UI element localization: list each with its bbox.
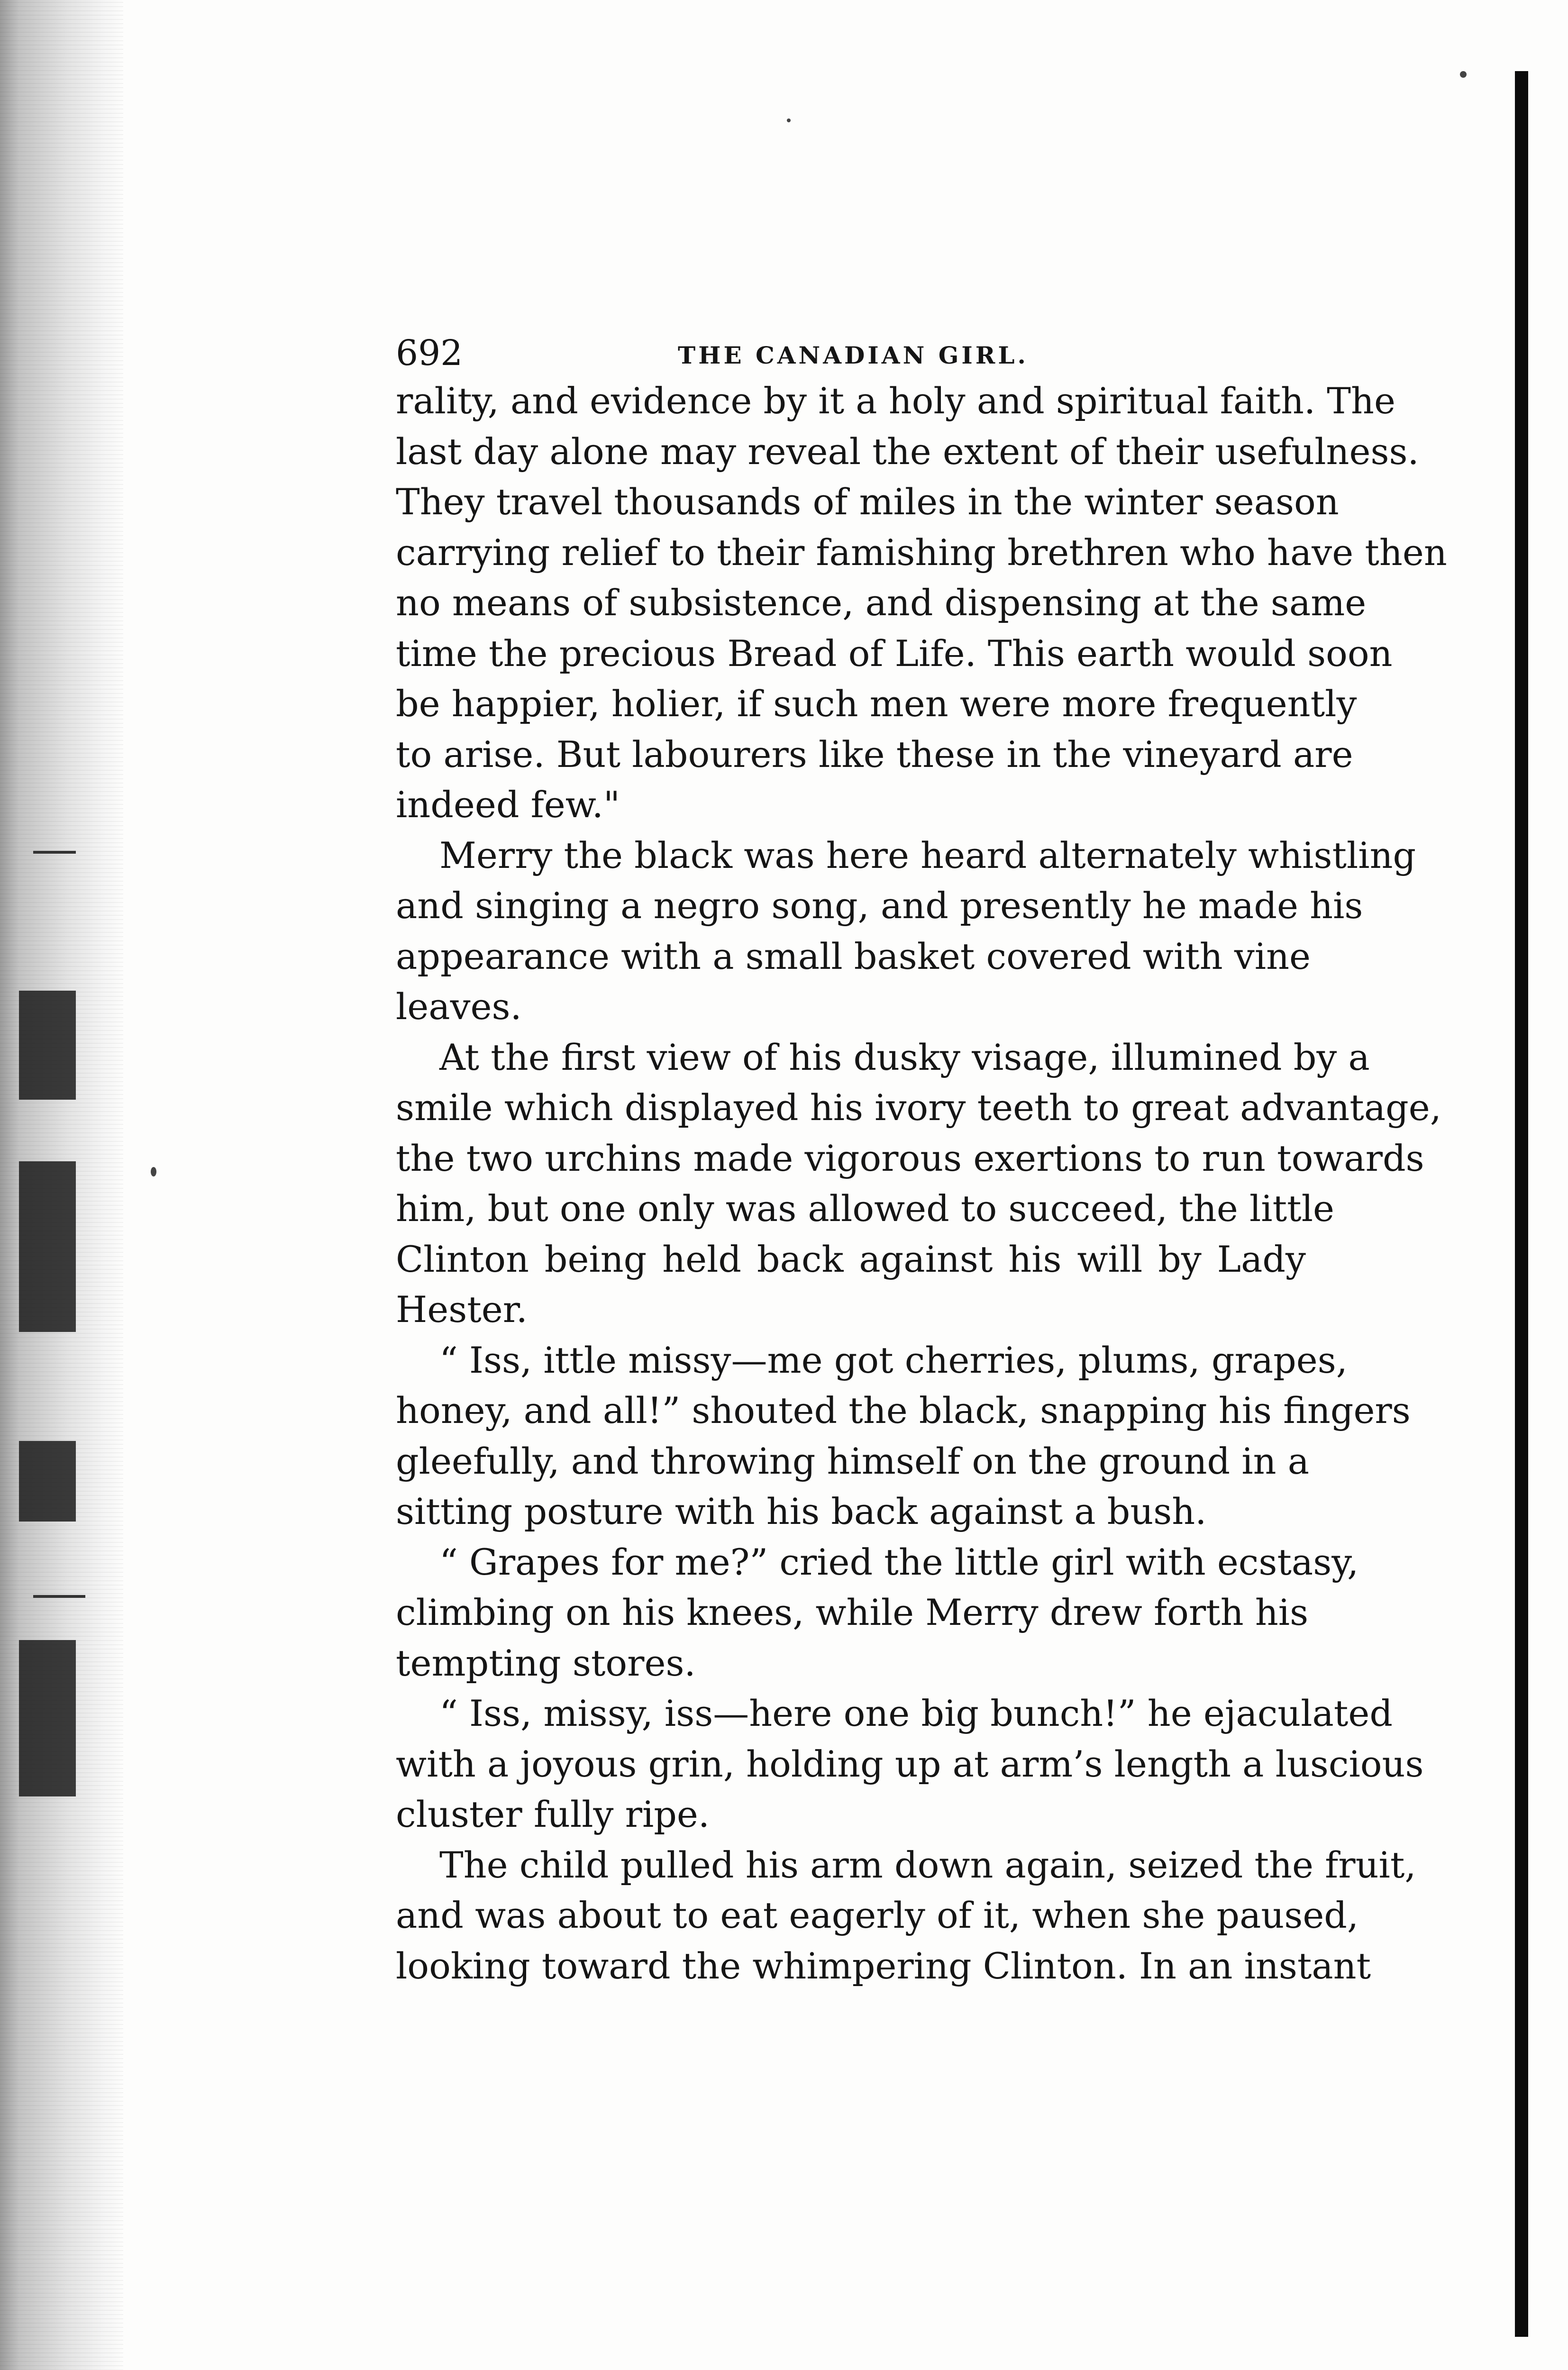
text-line: smile which displayed his ivory teeth to great advantage, bbox=[396, 1086, 1441, 1129]
ink-speck bbox=[151, 1167, 156, 1176]
text-line: last day alone may reveal the extent of their usefulness. bbox=[396, 430, 1419, 473]
text-line: carrying relief to their famishing brethren who have then bbox=[396, 531, 1447, 574]
text-line: Clinton being held back against his will by Lady bbox=[396, 1238, 1306, 1280]
text-line: and singing a negro song, and presently he made his bbox=[396, 884, 1363, 927]
binding-mark-2 bbox=[19, 1161, 76, 1332]
text-line: rality, and evidence by it a holy and spiritual faith. The bbox=[396, 380, 1395, 422]
page-number: 692 bbox=[396, 333, 463, 374]
text-line: The child pulled his arm down again, seized the fruit, bbox=[439, 1843, 1416, 1886]
binding-mark-1 bbox=[19, 991, 76, 1100]
running-head bbox=[396, 332, 1306, 374]
text-block bbox=[396, 332, 1447, 1991]
scan-edge-bar bbox=[1515, 71, 1528, 2337]
text-line: tempting stores. bbox=[396, 1641, 696, 1684]
text-line: climbing on his knees, while Merry drew forth his bbox=[396, 1591, 1309, 1633]
text-line: time the precious Bread of Life. This earth would soon bbox=[396, 632, 1393, 675]
text-line: to arise. But labourers like these in the vineyard are bbox=[396, 733, 1353, 775]
binding-mark-4 bbox=[19, 1640, 76, 1796]
ink-speck bbox=[787, 118, 791, 122]
text-line: appearance with a small basket covered with vine bbox=[396, 935, 1311, 977]
binding-rule-2 bbox=[33, 1595, 85, 1598]
text-line: and was about to eat eagerly of it, when she paused, bbox=[396, 1894, 1359, 1936]
text-line: “ Iss, missy, iss—here one big bunch!” he ejaculated bbox=[439, 1692, 1393, 1734]
text-line: gleefully, and throwing himself on the ground in a bbox=[396, 1440, 1310, 1482]
text-line: At the first view of his dusky visage, illumined by a bbox=[439, 1036, 1370, 1078]
text-line: “ Iss, ittle missy—me got cherries, plums, grapes, bbox=[439, 1339, 1348, 1381]
text-line: him, but one only was allowed to succeed, the little bbox=[396, 1187, 1334, 1230]
text-line: sitting posture with his back against a bush. bbox=[396, 1490, 1207, 1532]
text-line: indeed few." bbox=[396, 784, 620, 826]
text-line: leaves. bbox=[396, 985, 522, 1028]
binding-rule-1 bbox=[33, 851, 76, 854]
text-line: be happier, holier, if such men were more frequently bbox=[396, 683, 1357, 725]
text-line: cluster fully ripe. bbox=[396, 1793, 710, 1835]
text-line: “ Grapes for me?” cried the little girl with ecstasy, bbox=[439, 1540, 1359, 1583]
text-line: They travel thousands of miles in the winter season bbox=[396, 481, 1339, 523]
text-line: with a joyous grin, holding up at arm’s length a luscious bbox=[396, 1742, 1424, 1785]
binding-mark-3 bbox=[19, 1441, 76, 1522]
text-line: honey, and all!” shouted the black, snapping his fingers bbox=[396, 1389, 1411, 1431]
text-line: no means of subsistence, and dispensing at the same bbox=[396, 582, 1367, 624]
running-title: THE CANADIAN GIRL. bbox=[678, 341, 1029, 369]
text-line: the two urchins made vigorous exertions to run towards bbox=[396, 1137, 1424, 1179]
body-text bbox=[396, 376, 1447, 1991]
ink-speck bbox=[1460, 71, 1467, 78]
text-line: looking toward the whimpering Clinton. In an instant bbox=[396, 1944, 1371, 1987]
text-line: Hester. bbox=[396, 1288, 528, 1331]
text-line: Merry the black was here heard alternately whistling bbox=[439, 834, 1416, 876]
